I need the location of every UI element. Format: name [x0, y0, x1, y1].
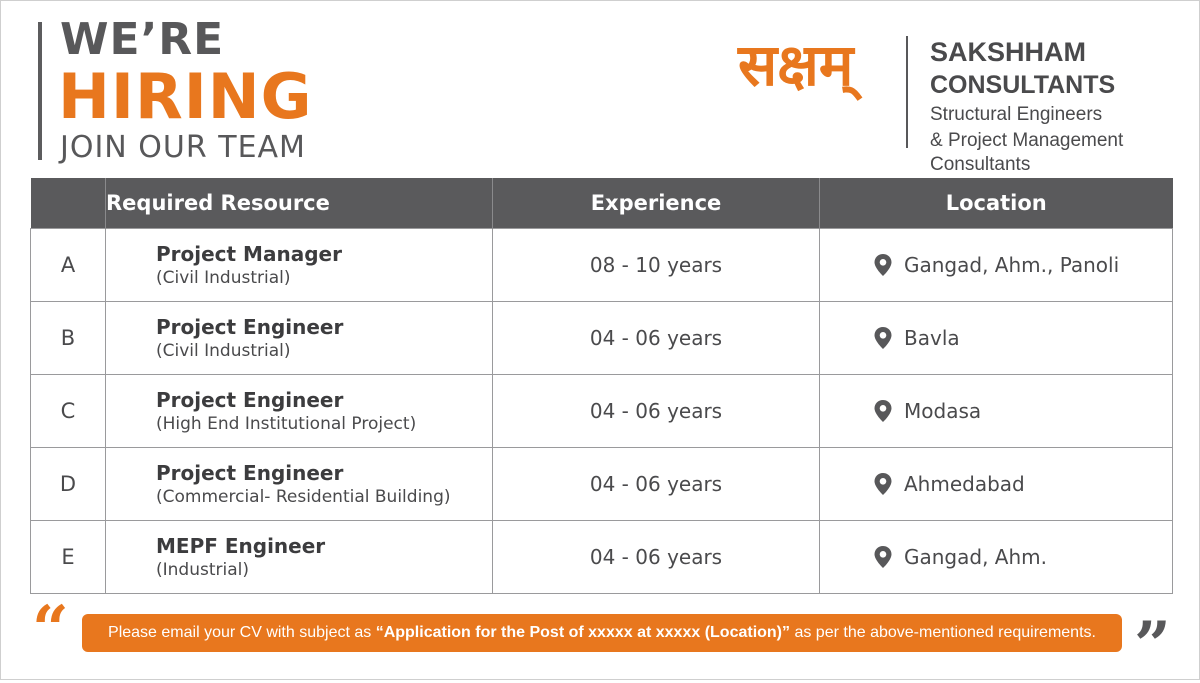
logo-name-line1: SAKSHHAM	[930, 37, 1087, 67]
headline-were: WE’RE	[60, 14, 225, 65]
role-detail: (Commercial- Residential Building)	[156, 487, 451, 507]
row-location	[820, 302, 1173, 375]
row-experience: 04 - 06 years	[493, 521, 820, 594]
role-detail: (Civil Industrial)	[156, 268, 291, 288]
row-id: E	[31, 521, 106, 594]
table-header-row	[31, 178, 1173, 229]
row-experience: 04 - 06 years	[493, 375, 820, 448]
row-experience: 08 - 10 years	[493, 229, 820, 302]
row-experience: 04 - 06 years	[493, 302, 820, 375]
headline-join-our-team: JOIN OUR TEAM	[60, 130, 306, 165]
headline-hiring: HIRING	[58, 60, 313, 133]
map-pin-icon	[874, 400, 892, 422]
row-resource	[106, 521, 493, 594]
location-text: Gangad, Ahm.	[904, 545, 1047, 569]
row-location	[820, 229, 1173, 302]
role-detail: (Industrial)	[156, 560, 249, 580]
table-row	[31, 448, 1173, 521]
banner-text-before: Please email your CV with subject as	[108, 624, 376, 641]
logo-name-line2: CONSULTANTS	[930, 71, 1116, 99]
map-pin-icon	[874, 327, 892, 349]
row-id: D	[31, 448, 106, 521]
map-pin-icon	[874, 254, 892, 276]
map-pin-icon	[874, 546, 892, 568]
table-row	[31, 375, 1173, 448]
location-text: Modasa	[904, 399, 982, 423]
role-detail: (Civil Industrial)	[156, 341, 291, 361]
row-resource	[106, 448, 493, 521]
row-location	[820, 448, 1173, 521]
location-text: Ahmedabad	[904, 472, 1025, 496]
row-id: A	[31, 229, 106, 302]
logo-divider	[906, 36, 908, 148]
job-table	[30, 178, 1173, 594]
open-quote-icon: “	[32, 592, 69, 667]
email-instruction-banner	[82, 614, 1122, 652]
banner-text-subject: “Application for the Post of xxxxx at xxxxx (Location)”	[375, 624, 791, 641]
row-resource	[106, 229, 493, 302]
role-detail: (High End Institutional Project)	[156, 414, 417, 434]
role-title: MEPF Engineer	[156, 534, 326, 558]
role-title: Project Manager	[156, 242, 342, 266]
header-location: Location	[820, 178, 1173, 229]
location-text: Gangad, Ahm., Panoli	[904, 253, 1120, 277]
logo-tagline1: Structural Engineers	[930, 104, 1103, 125]
header-id	[31, 178, 106, 229]
table-row	[31, 302, 1173, 375]
row-location	[820, 375, 1173, 448]
location-text: Bavla	[904, 326, 960, 350]
role-title: Project Engineer	[156, 461, 344, 485]
close-quote-icon: ”	[1134, 608, 1171, 683]
map-pin-icon	[874, 473, 892, 495]
row-resource	[106, 302, 493, 375]
row-id: B	[31, 302, 106, 375]
banner-text-after: as per the above-mentioned requirements.	[790, 624, 1096, 641]
row-experience: 04 - 06 years	[493, 448, 820, 521]
header-accent-bar	[38, 22, 42, 160]
row-id: C	[31, 375, 106, 448]
logo-devanagari: सक्षम्	[738, 31, 854, 99]
table-row	[31, 229, 1173, 302]
row-resource	[106, 375, 493, 448]
header-experience: Experience	[493, 178, 820, 229]
header-required-resource: Required Resource	[106, 178, 493, 229]
logo-tagline2: & Project Management Consultants	[930, 130, 1124, 175]
table-row	[31, 521, 1173, 594]
role-title: Project Engineer	[156, 388, 344, 412]
row-location	[820, 521, 1173, 594]
role-title: Project Engineer	[156, 315, 344, 339]
